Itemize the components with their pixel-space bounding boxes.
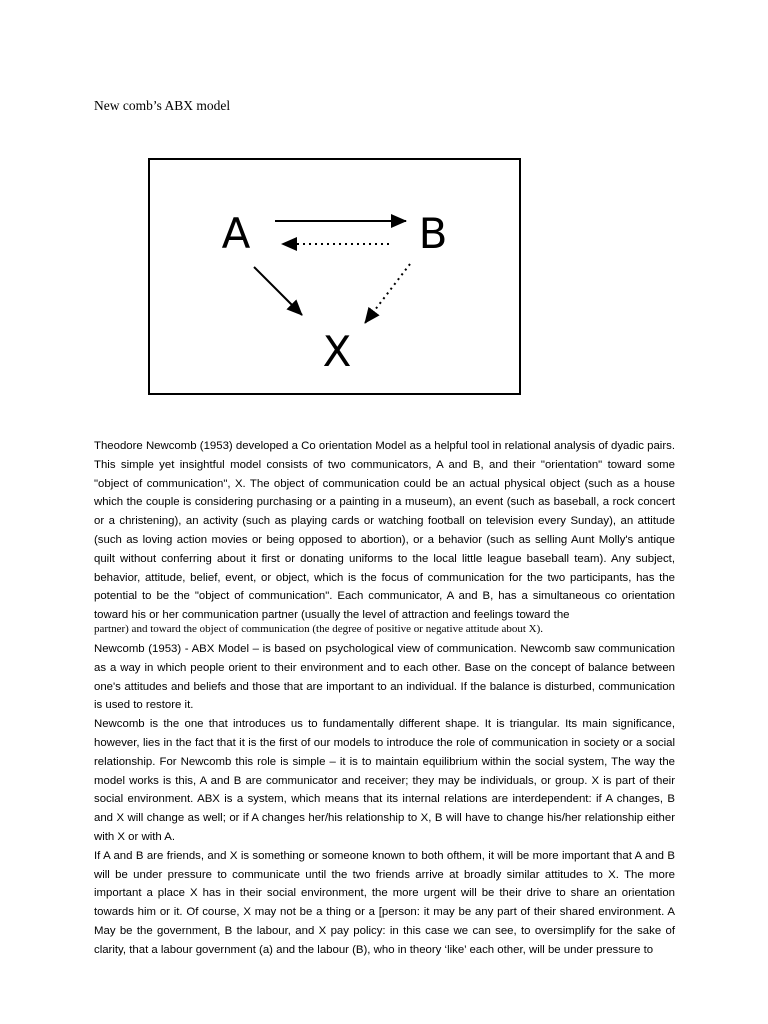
- paragraph-3: Newcomb is the one that introduces us to fundamentally different shape. It is triangular. Its main significance, however, lies in the fact that it is the first of our models to introduce the role of communication in society or a social relationship. For Newcomb this role is simple – it is to maintain equilibrium within the social system, The way the model works is this, A and B are communicator and receiver; they may be individuals, or group. X is part of their social environment. ABX is a system, which means that its internal relations are interdependent: if A changes, B and X will change as well; or if A changes her/his relationship to X, B will have to change his/her relationship either with X or with A.: [94, 718, 675, 843]
- body-text: [94, 437, 675, 960]
- node-x-label: X: [322, 327, 352, 376]
- paragraph-4: If A and B are friends, and X is something or someone known to both ofthem, it will be more important that A and B will be under pressure to communicate until the two friends arrive at broadly similar attitudes to X. The more important a place X has in their social environment, the more urgent will be their drive to share an orientation towards him or it. Of course, X may not be a thing or a [person: it may be any part of their shared environment. A May be the government, B the labour, and X pay policy: in this case we can see, to oversimplify for the sake of clarity, that a labour government (a) and the labour (B), who in theory ‘like’ each other, will be under pressure to: [94, 849, 675, 956]
- abx-model-diagram: [148, 158, 521, 395]
- arrow-a-to-x: [254, 267, 302, 315]
- node-b-label: B: [418, 209, 448, 258]
- paragraph-1: Theodore Newcomb (1953) developed a Co orientation Model as a helpful tool in relational analysis of dyadic pairs. This simple yet insightful model consists of two communicators, A and B, and their "orientation" toward some "object of communication", X. The object of communication could be an actual physical object (such as a house which the couple is considering purchasing or a painting in a museum), an event (such as baseball, a rock concert or a christening), an activity (such as playing cards or watching football on television every Sunday), an attitude (such as loving action movies or being opposed to abortion), or a behavior (such as selling Aunt Molly's antique quilt without conferring about it first or donating uniforms to the local little league baseball team). Any subject, behavior, attitude, belief, event, or object, which is the focus of communication for the two participants, has the potential to be the "object of communication". Each communicator, A and B, has a simultaneous co orientation toward his or her communication partner (usually the level of attraction and feelings toward the: [94, 440, 675, 622]
- arrow-b-to-x-dotted: [365, 264, 410, 323]
- paragraph-2: Newcomb (1953) - ABX Model – is based on psychological view of communication. Newcomb saw communication as a way in which people orient to their environment and to each other. Base on the concept of balance between one's attitudes and beliefs and those that are important to an individual. If the balance is disturbed, communication is used to restore it.: [94, 642, 675, 712]
- node-a-label: A: [221, 209, 251, 258]
- abx-diagram-svg: [150, 160, 519, 393]
- paragraph-1-tail: partner) and toward the object of communication (the degree of positive or negative attitude about X).: [94, 622, 544, 635]
- document-title: New comb’s ABX model: [94, 98, 231, 113]
